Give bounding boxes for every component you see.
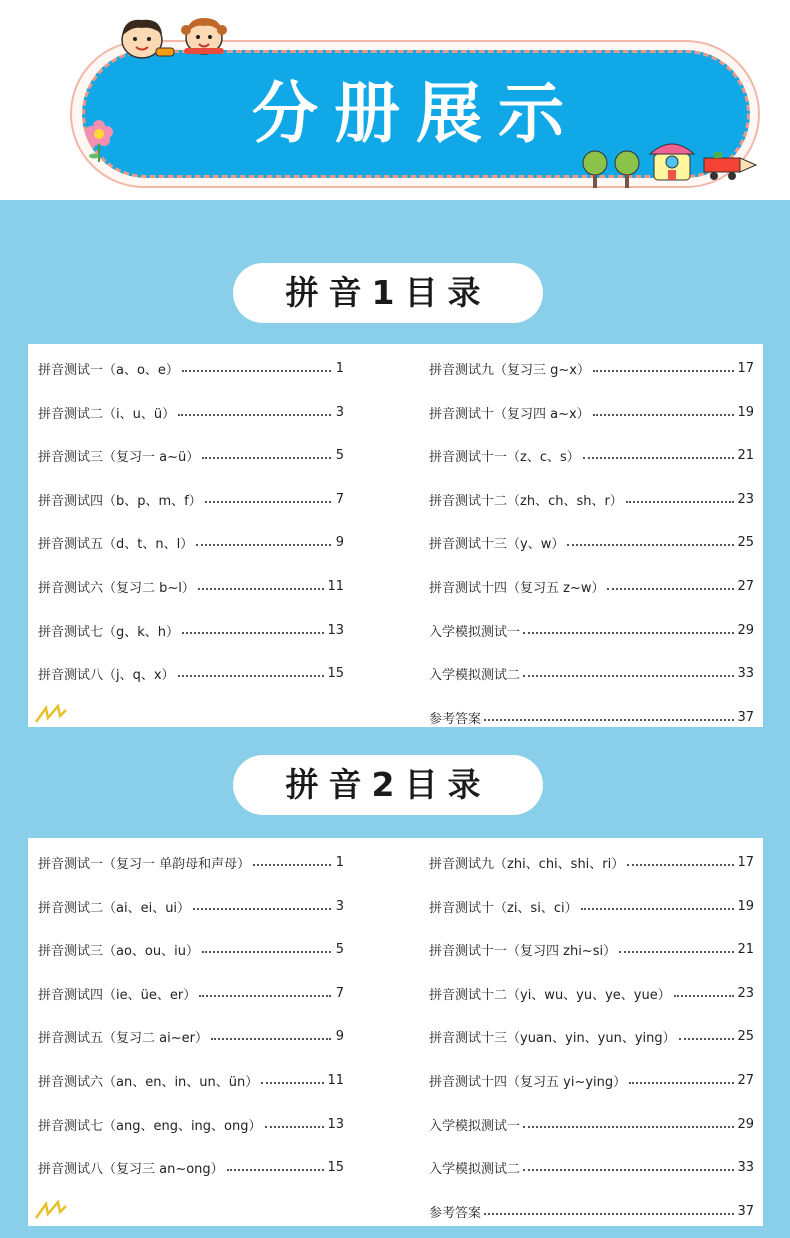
pencil-car-icon [700,150,758,182]
leader-dots [523,675,734,677]
top-header-area [0,0,790,200]
toc-entry: 拼音测试十四（复习五 z~w） 27 [429,578,754,596]
leader-dots [227,1169,325,1171]
leader-dots [593,414,735,416]
toc-entry: 入学模拟测试二 33 [429,665,754,683]
toc-entry: 拼音测试七（g、k、h） 13 [38,622,344,640]
leader-dots [182,370,331,372]
toc-entry: 拼音测试十四（复习五 yi~ying） 27 [429,1072,754,1090]
leader-dots [593,370,734,372]
toc-entry: 拼音测试七（ang、eng、ing、ong） 13 [38,1116,344,1134]
leader-dots [178,675,325,677]
tree-icon [614,150,640,202]
toc-entry: 参考答案 37 [429,709,754,727]
leader-dots [211,1038,331,1040]
toc-entry: 参考答案 37 [429,1203,754,1221]
toc-entry: 拼音测试十三（yuan、yin、yun、ying） 25 [429,1028,754,1046]
toc-entry: 拼音测试六（复习二 b~l） 11 [38,578,344,596]
leader-dots [484,719,734,721]
leader-dots [629,1082,734,1084]
boy-cartoon-icon [112,14,176,60]
leader-dots [674,995,735,997]
toc-entry: 入学模拟测试一 29 [429,1116,754,1134]
toc-entry: 拼音测试四（ie、üe、er） 7 [38,985,344,1003]
leader-dots [567,544,734,546]
leader-dots [607,588,734,590]
leader-dots [193,908,331,910]
toc-entry: 拼音测试十二（yi、wu、yu、ye、yue） 23 [429,985,754,1003]
toc-entry: 拼音测试二（ai、ei、ui） 3 [38,898,344,916]
toc-panel-pinyin-2 [28,838,763,1226]
leader-dots [627,864,734,866]
leader-dots [202,457,331,459]
toc-entry: 拼音测试八（j、q、x） 15 [38,665,344,683]
toc-entry: 拼音测试三（ao、ou、iu） 5 [38,941,344,959]
leader-dots [198,588,325,590]
toc-entry: 拼音测试二（i、u、ü） 3 [38,404,344,422]
leader-dots [178,414,331,416]
page-title: 分册展示 [252,75,580,152]
leader-dots [583,457,735,459]
leader-dots [253,864,331,866]
toc-entry: 拼音测试九（复习三 g~x） 17 [429,360,754,378]
toc-entry: 拼音测试一（a、o、e） 1 [38,360,344,378]
zigzag-decoration-icon [34,704,68,724]
toc-entry: 拼音测试十（复习四 a~x） 19 [429,404,754,422]
toc-entry: 拼音测试五（d、t、n、l） 9 [38,534,344,552]
leader-dots [523,1126,734,1128]
leader-dots [202,951,331,953]
leader-dots [265,1126,325,1128]
tree-icon [582,150,608,202]
leader-dots [679,1038,735,1040]
flower-icon [84,118,114,166]
leader-dots [523,632,734,634]
toc-entry: 入学模拟测试一 29 [429,622,754,640]
leader-dots [261,1082,324,1084]
leader-dots [196,544,331,546]
leader-dots [619,951,734,953]
toc-entry: 拼音测试十一（z、c、s） 21 [429,447,754,465]
toc-panel-pinyin-1 [28,344,763,727]
leader-dots [199,995,331,997]
toc-entry: 拼音测试十二（zh、ch、sh、r） 23 [429,491,754,509]
leader-dots [182,632,324,634]
section-heading-pinyin-2: 拼音2目录 [233,755,543,815]
girl-cartoon-icon [176,14,234,56]
toc-entry: 拼音测试十三（y、w） 25 [429,534,754,552]
toc-entry: 拼音测试十一（复习四 zhi~si） 21 [429,941,754,959]
leader-dots [581,908,735,910]
toc-entry: 拼音测试十（zi、si、ci） 19 [429,898,754,916]
section-heading-pinyin-1: 拼音1目录 [233,263,543,323]
toc-entry: 拼音测试九（zhi、chi、shi、ri） 17 [429,854,754,872]
leader-dots [523,1169,734,1171]
toc-entry: 拼音测试五（复习二 ai~er） 9 [38,1028,344,1046]
toc-entry: 拼音测试四（b、p、m、f） 7 [38,491,344,509]
house-icon [646,132,698,184]
leader-dots [626,501,735,503]
toc-entry: 拼音测试三（复习一 a~ü） 5 [38,447,344,465]
toc-entry: 拼音测试八（复习三 an~ong） 15 [38,1159,344,1177]
toc-entry: 拼音测试六（an、en、in、un、ün） 11 [38,1072,344,1090]
leader-dots [205,501,331,503]
toc-entry: 拼音测试一（复习一 单韵母和声母） 1 [38,854,344,872]
toc-entry: 入学模拟测试二 33 [429,1159,754,1177]
leader-dots [484,1213,734,1215]
zigzag-decoration-icon [34,1200,68,1220]
